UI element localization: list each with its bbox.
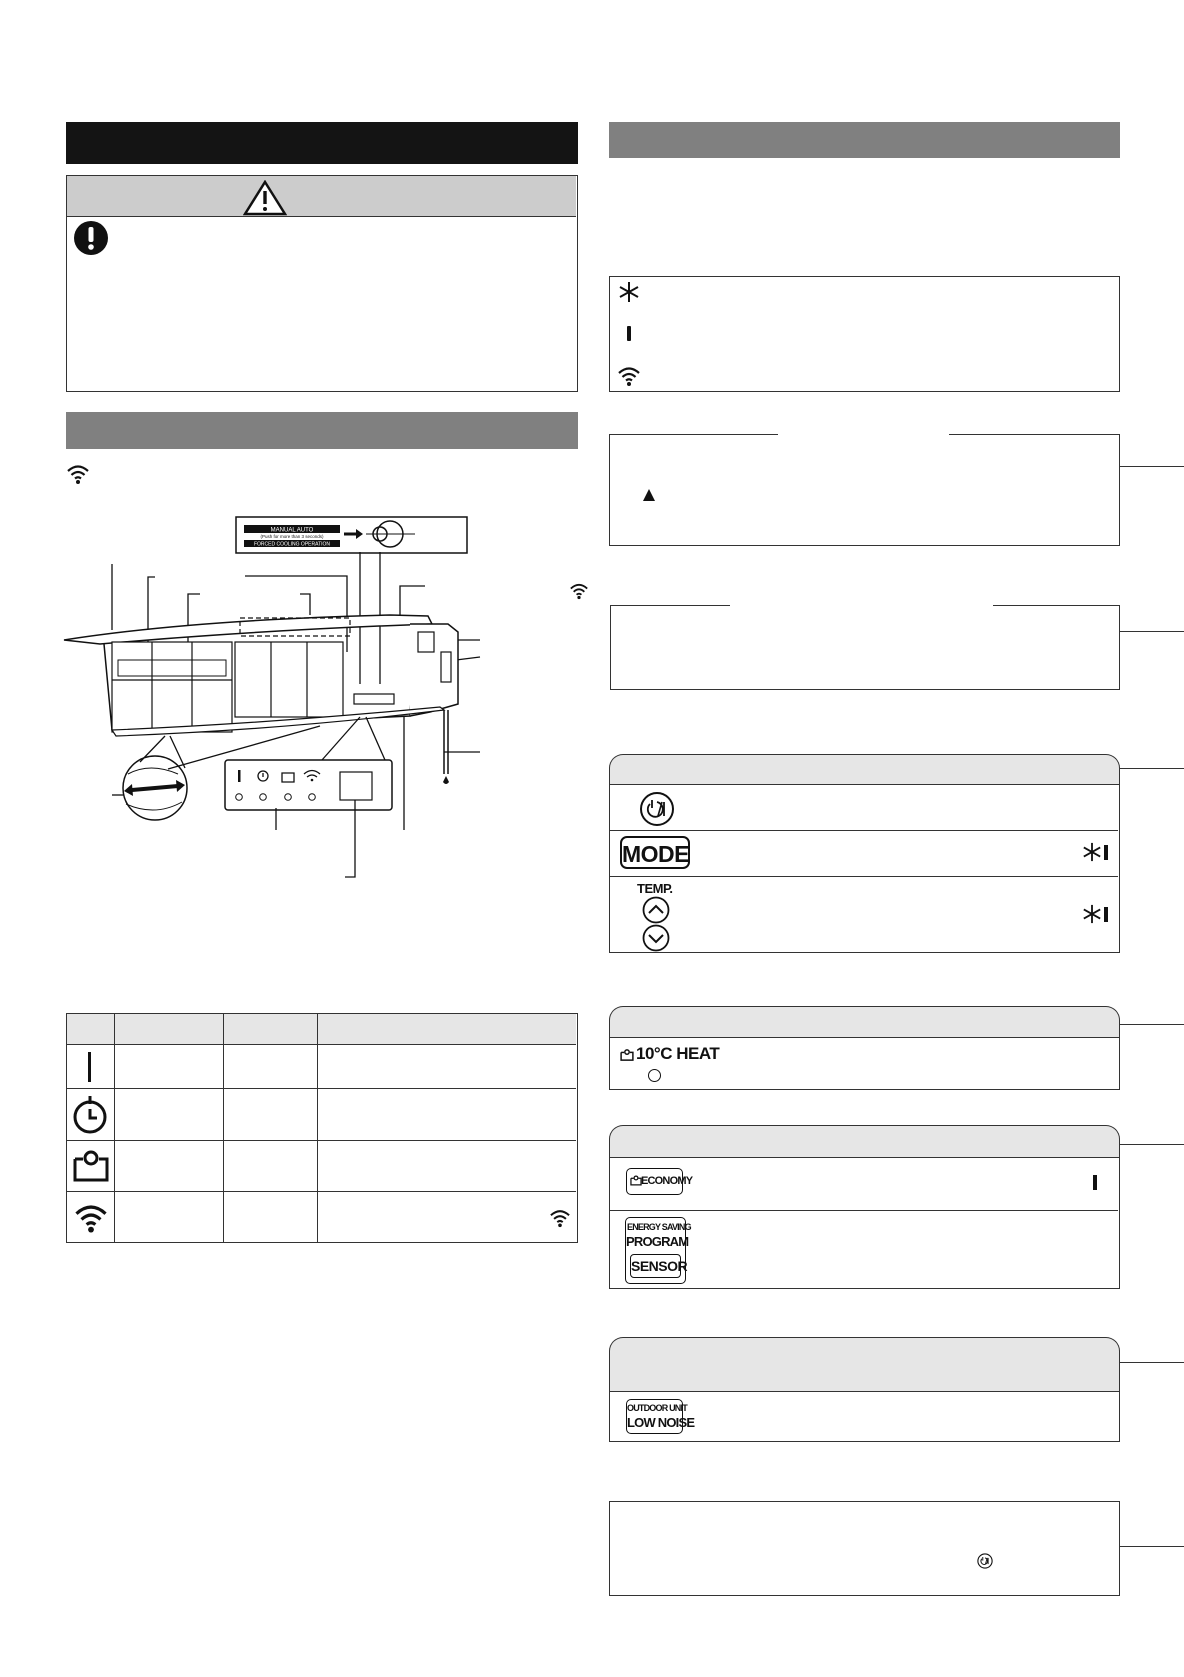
heat-panel: [609, 1037, 1120, 1090]
panel-header: [609, 754, 1120, 785]
margin-line: [1120, 768, 1184, 769]
warning-header: [67, 176, 576, 217]
note-box-3: [609, 1501, 1120, 1596]
low-noise-label: LOW NOISE: [627, 1415, 695, 1430]
bar-icon: [1104, 907, 1108, 922]
heat-button-label: 10°C HEAT: [636, 1044, 720, 1063]
outdoor-unit-label: OUTDOOR UNIT: [627, 1403, 687, 1413]
margin-line: [1120, 1024, 1184, 1025]
wifi-icon: [72, 1202, 110, 1234]
panel-header: [609, 1006, 1120, 1038]
economy-panel: [609, 1157, 1120, 1289]
bar-icon: [627, 326, 631, 341]
wifi-icon: [548, 1208, 572, 1228]
section-header-bar-2: [66, 412, 578, 449]
panel-header: [609, 1125, 1120, 1158]
indicator-table: [66, 1013, 578, 1243]
outdoor-low-noise-button[interactable]: [626, 1399, 695, 1434]
note-box-2: [610, 605, 1120, 690]
energy-saving-label: ENERGY SAVING: [627, 1222, 691, 1232]
warning-box: [66, 175, 578, 392]
exclamation-circle-icon: [73, 220, 109, 256]
remote-buttons-panel: [609, 784, 1120, 953]
bar-icon: [1093, 1175, 1097, 1190]
energy-saving-program-button[interactable]: [625, 1217, 691, 1284]
forced-cooling-label: FORCED COOLING OPERATION: [253, 541, 331, 548]
section-header-bar: [66, 122, 578, 164]
economy-icon: [72, 1149, 110, 1183]
snowflake-icon: [1082, 842, 1102, 862]
section-header-bar-3: [609, 122, 1120, 158]
margin-line: [1120, 1362, 1184, 1363]
manual-auto-sub-label: (Push for more than 3 seconds): [260, 534, 324, 539]
power-icon[interactable]: [639, 791, 675, 827]
economy-button-label: ECONOMY: [641, 1175, 693, 1187]
margin-line: [1120, 466, 1184, 467]
manual-auto-label: MANUAL AUTO: [270, 527, 314, 534]
mode-button-label: MODE: [622, 841, 689, 867]
temp-up-button[interactable]: [642, 896, 670, 924]
temp-down-button[interactable]: [642, 924, 670, 952]
snowflake-icon: [618, 281, 640, 303]
panel-header: [609, 1337, 1120, 1392]
table-row: [67, 1142, 114, 1191]
mode-icons-box: [609, 276, 1120, 392]
table-header: [67, 1014, 576, 1045]
margin-line: [1120, 631, 1184, 632]
snowflake-icon: [1082, 904, 1102, 924]
sensor-label: SENSOR: [631, 1258, 688, 1274]
margin-line: [1120, 1144, 1184, 1145]
sensor-button[interactable]: [630, 1254, 688, 1278]
ten-degree-heat-button[interactable]: [620, 1044, 720, 1086]
wifi-icon: [568, 582, 590, 600]
temp-label: TEMP.: [637, 881, 673, 896]
economy-icon: [620, 1048, 634, 1062]
wifi-icon: [616, 365, 642, 387]
warning-triangle-icon: [243, 180, 287, 216]
wifi-icon: [66, 463, 90, 485]
timer-icon: [72, 1096, 108, 1134]
table-row: [67, 1193, 114, 1242]
low-noise-panel: [609, 1391, 1120, 1442]
table-row: [67, 1046, 114, 1088]
note-box-1: [609, 434, 1120, 546]
bar-icon: [88, 1052, 91, 1082]
bar-icon: [1104, 845, 1108, 860]
margin-line: [1120, 1546, 1184, 1547]
mode-button[interactable]: [620, 836, 690, 869]
economy-button[interactable]: [626, 1168, 693, 1195]
table-row: [67, 1090, 114, 1140]
power-icon: [977, 1553, 993, 1569]
indoor-unit-diagram: [60, 512, 590, 882]
triangle-icon: [643, 489, 655, 501]
program-label: PROGRAM: [626, 1234, 689, 1249]
